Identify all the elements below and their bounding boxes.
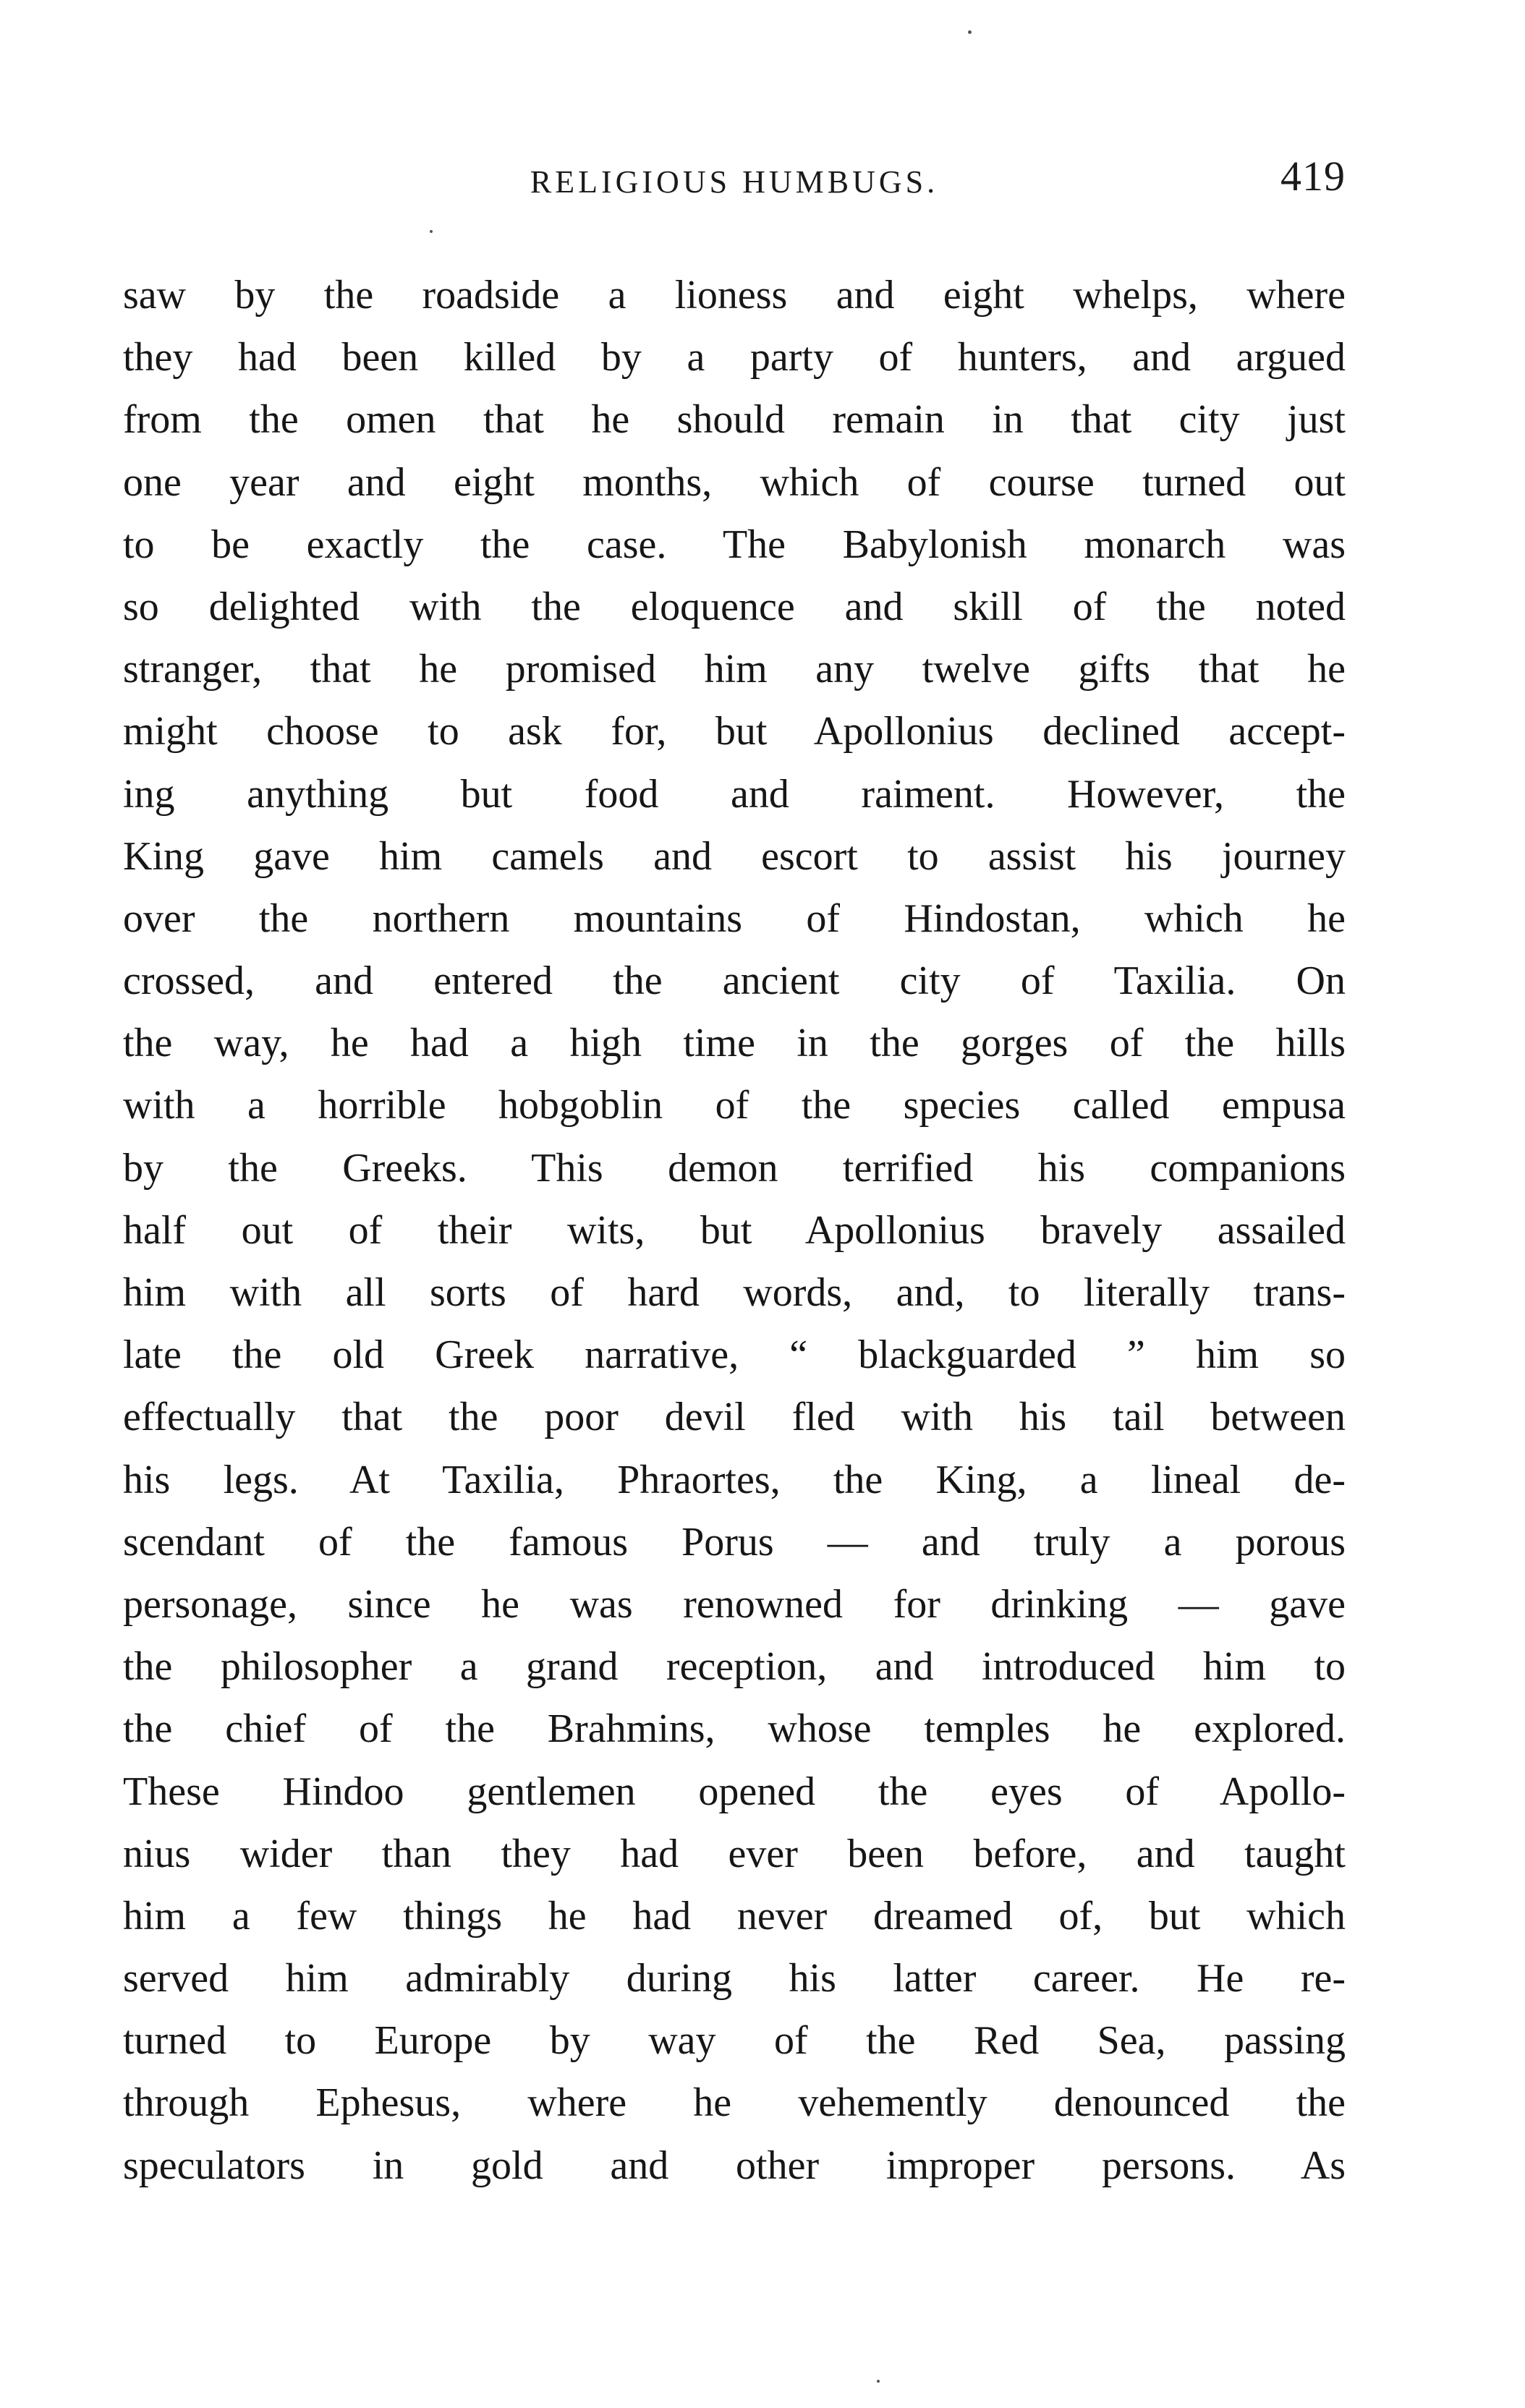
running-title: RELIGIOUS HUMBUGS.: [530, 164, 939, 200]
text-line: the way, he had a high time in the gorges of the hills: [123, 1021, 1346, 1066]
text-line: with a horrible hobgoblin of the species called empusa: [123, 1083, 1346, 1128]
text-line: crossed, and entered the ancient city of Taxilia. On: [123, 958, 1346, 1004]
text-line: so delighted with the eloquence and skill of the noted: [123, 584, 1346, 629]
text-line: These Hindoo gentlemen opened the eyes of Apollo-: [123, 1769, 1346, 1814]
text-line: the philosopher a grand reception, and introduced him to: [123, 1644, 1346, 1690]
text-line: King gave him camels and escort to assist his journey: [123, 833, 1346, 879]
text-line: effectually that the poor devil fled with his tail between: [123, 1395, 1346, 1440]
text-line: the chief of the Brahmins, whose temples he explored.: [123, 1706, 1346, 1752]
text-line: might choose to ask for, but Apollonius declined accept-: [123, 709, 1346, 754]
text-line: scendant of the famous Porus — and truly a porous: [123, 1519, 1346, 1565]
text-line: speculators in gold and other improper persons. As: [123, 2143, 1346, 2188]
body-text: [123, 264, 1346, 2197]
text-line: stranger, that he promised him any twelve gifts that he: [123, 647, 1346, 692]
text-line: him with all sorts of hard words, and, to literally trans-: [123, 1270, 1346, 1315]
ink-speck: [877, 2380, 880, 2383]
text-line: half out of their wits, but Apollonius bravely assailed: [123, 1207, 1346, 1253]
page-number: 419: [1280, 153, 1346, 200]
text-line: nius wider than they had ever been before, and taught: [123, 1831, 1346, 1876]
text-line: over the northern mountains of Hindostan, which he: [123, 895, 1346, 941]
text-line: served him admirably during his latter career. He re-: [123, 1956, 1346, 2001]
text-line: by the Greeks. This demon terrified his companions: [123, 1145, 1346, 1191]
text-line: him a few things he had never dreamed of, but which: [123, 1893, 1346, 1939]
text-line: late the old Greek narrative, “ blackguarded ” him so: [123, 1332, 1346, 1378]
text-line: saw by the roadside a lioness and eight whelps, where: [123, 273, 1346, 318]
text-line: his legs. At Taxilia, Phraortes, the King, a lineal de-: [123, 1457, 1346, 1502]
text-line: to be exactly the case. The Babylonish monarch was: [123, 522, 1346, 567]
text-line: ing anything but food and raiment. However, the: [123, 771, 1346, 817]
text-line: from the omen that he should remain in that city just: [123, 397, 1346, 443]
text-line: one year and eight months, which of course turned out: [123, 459, 1346, 505]
text-line: they had been killed by a party of hunters, and argued: [123, 335, 1346, 380]
ink-speck: [968, 30, 972, 34]
running-head: [123, 153, 1346, 216]
text-line: through Ephesus, where he vehemently denounced the: [123, 2080, 1346, 2126]
ink-speck: [430, 230, 433, 233]
text-line: turned to Europe by way of the Red Sea, passing: [123, 2018, 1346, 2064]
text-line: personage, since he was renowned for drinking — gave: [123, 1581, 1346, 1627]
